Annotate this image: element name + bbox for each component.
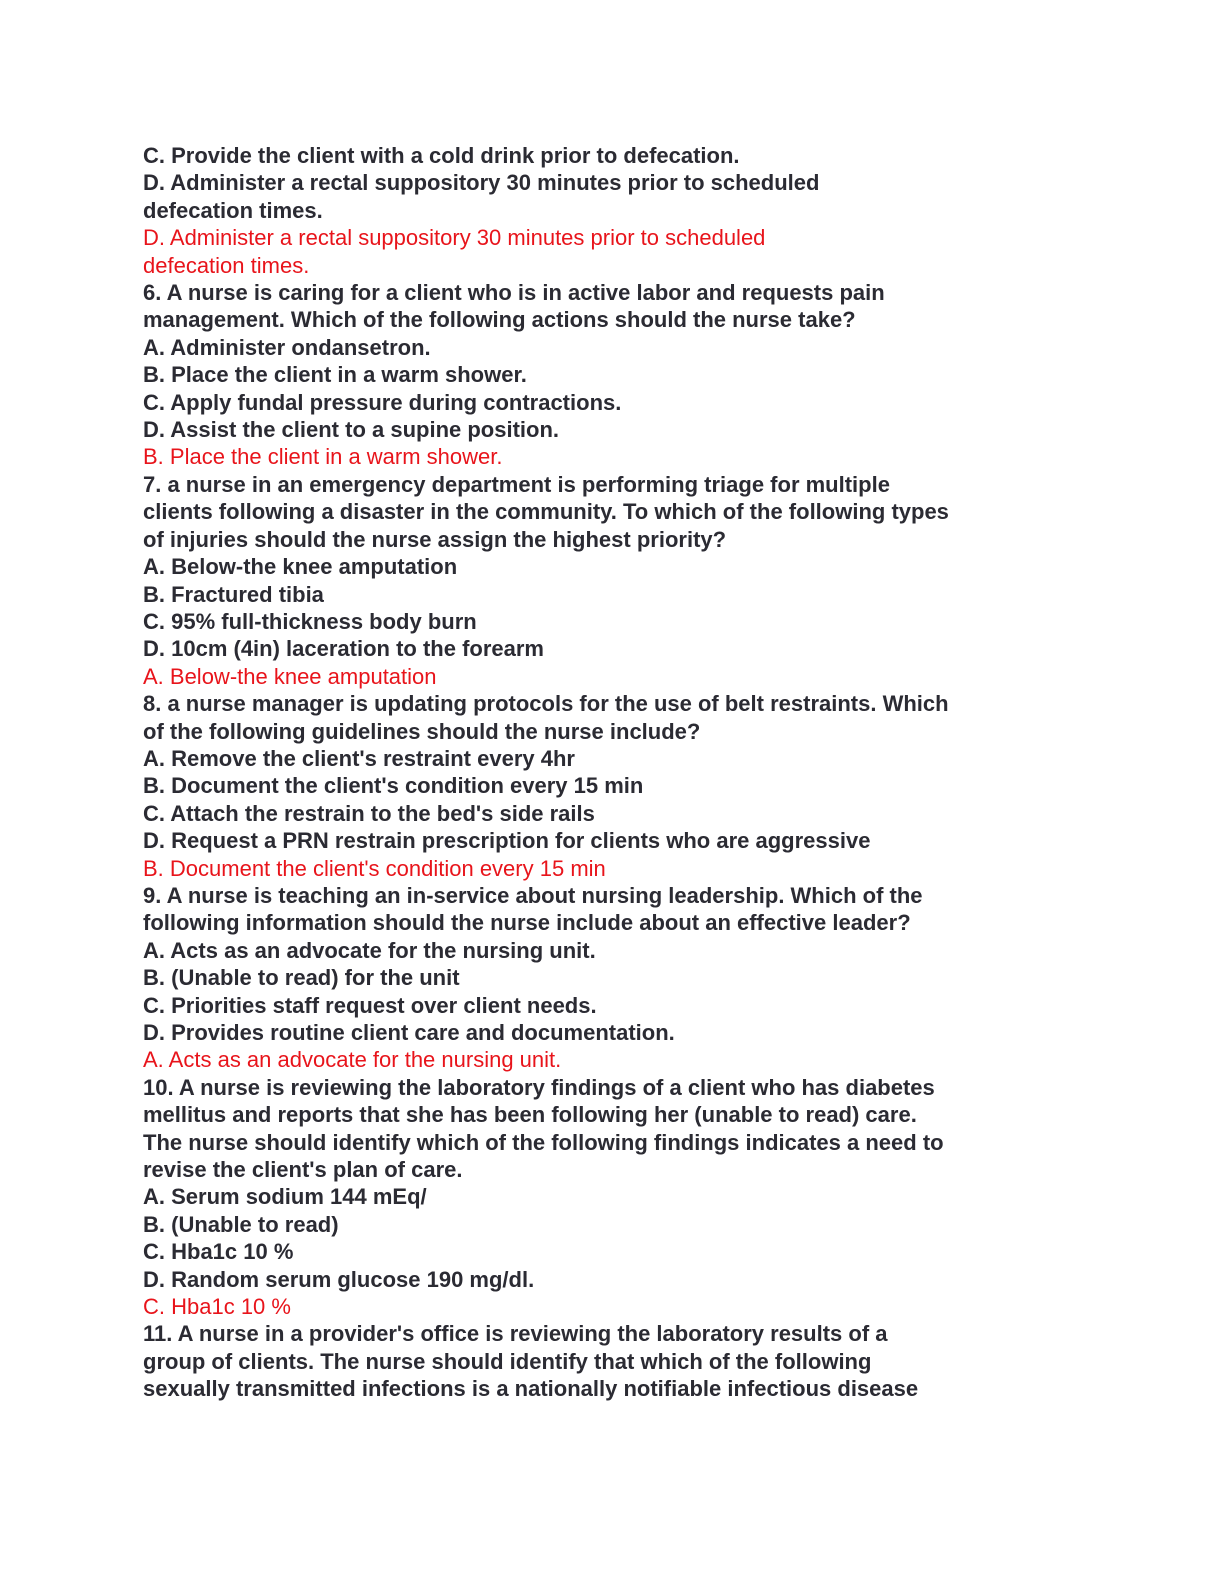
question-text-line: B. Fractured tibia: [143, 581, 324, 607]
question-text-line: A. Acts as an advocate for the nursing unit.: [143, 937, 596, 963]
question-text-line: 9. A nurse is teaching an in-service about nursing leadership. Which of the: [143, 882, 923, 908]
question-text-line: 7. a nurse in an emergency department is performing triage for multiple: [143, 471, 890, 497]
question-text-line: C. Provide the client with a cold drink prior to defecation.: [143, 143, 740, 168]
question-text-line: A. Below-the knee amputation: [143, 554, 458, 580]
answer-key-line: C. Hba1c 10 %: [143, 1294, 291, 1320]
question-text-line: management. Which of the following actions should the nurse take?: [143, 307, 856, 333]
question-text-line: clients following a disaster in the community. To which of the following types: [143, 499, 949, 525]
question-text-line: B. Place the client in a warm shower.: [143, 362, 527, 388]
question-text-line: B. Document the client's condition every 15 min: [143, 773, 644, 799]
question-text-line: sexually transmitted infections is a nationally notifiable infectious disease: [143, 1376, 919, 1402]
question-text-line: 10. A nurse is reviewing the laboratory findings of a client who has diabetes: [143, 1074, 935, 1100]
question-text-line: following information should the nurse include about an effective leader?: [143, 910, 911, 936]
question-text-line: B. (Unable to read) for the unit: [143, 965, 460, 991]
question-text-line: group of clients. The nurse should identify that which of the following: [143, 1348, 872, 1374]
question-text-line: D. Administer a rectal suppository 30 minutes prior to scheduled: [143, 170, 820, 196]
question-text-line: of injuries should the nurse assign the highest priority?: [143, 526, 727, 552]
question-text-line: mellitus and reports that she has been following her (unable to read) care.: [143, 1102, 917, 1128]
question-text-line: defecation times.: [143, 197, 323, 223]
question-text-line: The nurse should identify which of the following findings indicates a need to: [143, 1129, 944, 1155]
question-text-line: D. Assist the client to a supine position.: [143, 417, 560, 443]
question-text-line: revise the client's plan of care.: [143, 1157, 463, 1183]
question-text-line: C. Hba1c 10 %: [143, 1239, 294, 1265]
question-text-line: D. Provides routine client care and documentation.: [143, 1020, 675, 1045]
question-text-line: C. Apply fundal pressure during contractions.: [143, 389, 622, 415]
question-text-line: A. Remove the client's restraint every 4hr: [143, 745, 575, 771]
question-text-line: A. Serum sodium 144 mEq/: [143, 1184, 427, 1210]
answer-key-line: D. Administer a rectal suppository 30 minutes prior to scheduled: [143, 225, 766, 251]
question-text-line: of the following guidelines should the nurse include?: [143, 718, 701, 744]
question-text-line: D. 10cm (4in) laceration to the forearm: [143, 636, 544, 662]
question-text-line: D. Request a PRN restrain prescription for clients who are aggressive: [143, 828, 871, 854]
question-text-line: 11. A nurse in a provider's office is reviewing the laboratory results of a: [143, 1321, 888, 1347]
answer-key-line: B. Place the client in a warm shower.: [143, 444, 503, 470]
question-text-line: C. Attach the restrain to the bed's side rails: [143, 800, 595, 826]
document-page: [143, 142, 1103, 1403]
answer-key-line: A. Acts as an advocate for the nursing unit.: [143, 1047, 562, 1073]
question-text-line: A. Administer ondansetron.: [143, 334, 431, 360]
question-text-line: B. (Unable to read): [143, 1211, 339, 1237]
question-text-line: 8. a nurse manager is updating protocols for the use of belt restraints. Which: [143, 691, 949, 717]
answer-key-line: B. Document the client's condition every 15 min: [143, 855, 606, 881]
question-text-line: D. Random serum glucose 190 mg/dl.: [143, 1266, 535, 1292]
question-text-line: C. Priorities staff request over client needs.: [143, 992, 597, 1018]
question-text-line: 6. A nurse is caring for a client who is in active labor and requests pain: [143, 280, 885, 306]
answer-key-line: defecation times.: [143, 252, 310, 278]
answer-key-line: A. Below-the knee amputation: [143, 663, 437, 689]
question-text-line: C. 95% full-thickness body burn: [143, 608, 477, 634]
